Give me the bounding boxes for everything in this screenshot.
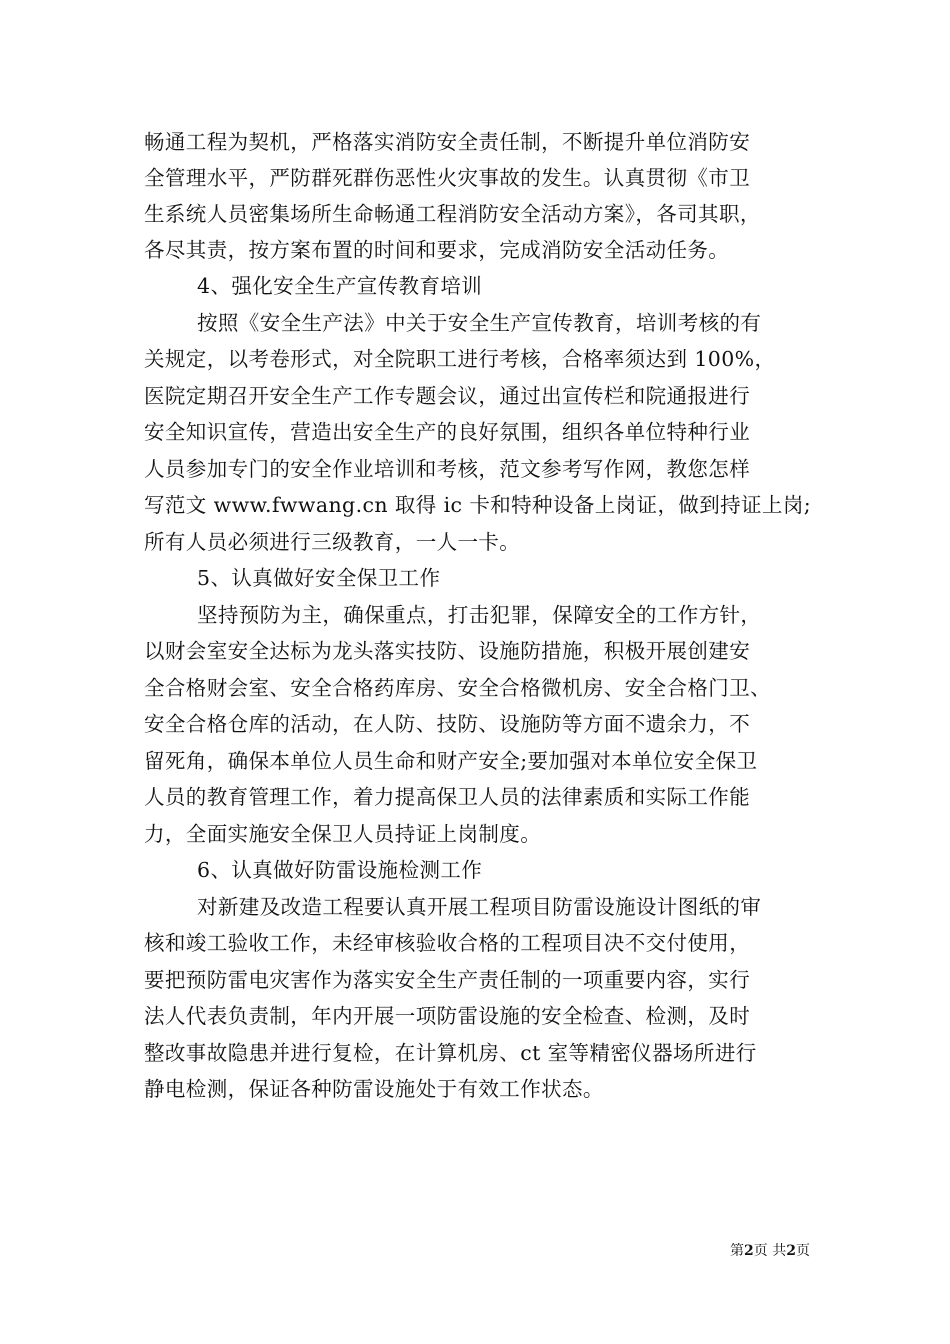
body-line: 全管理水平，严防群死群伤恶性火灾事故的发生。认真贯彻《市卫: [144, 166, 751, 190]
body-line: 生系统人员密集场所生命畅通工程消防安全活动方案》，各司其职，: [144, 202, 761, 226]
body-line: 核和竣工验收工作，未经审核验收合格的工程项目决不交付使用，: [144, 931, 751, 955]
section-heading: 4、强化安全生产宣传教育培训: [197, 274, 483, 298]
page-footer: [730, 1241, 810, 1261]
body-line: 畅通工程为契机，严格落实消防安全责任制，不断提升单位消防安: [144, 130, 751, 154]
body-line: 对新建及改造工程要认真开展工程项目防雷设施设计图纸的审: [197, 895, 762, 919]
body-line: 全合格财会室、安全合格药库房、安全合格微机房、安全合格门卫、: [144, 676, 771, 700]
body-line: 法人代表负责制，年内开展一项防雷设施的安全检查、检测，及时: [144, 1004, 751, 1028]
section-heading: 6、认真做好防雷设施检测工作: [197, 858, 483, 882]
body-line: 留死角，确保本单位人员生命和财产安全;要加强对本单位安全保卫: [144, 749, 758, 773]
body-line: 要把预防雷电灾害作为落实安全生产责任制的一项重要内容，实行: [144, 968, 751, 992]
body-line: 各尽其责，按方案布置的时间和要求，完成消防安全活动任务。: [144, 238, 730, 262]
footer-prefix: 第: [730, 1243, 745, 1259]
body-line: 以财会室安全达标为龙头落实技防、设施防措施，积极开展创建安: [144, 639, 751, 663]
body-line: 静电检测，保证各种防雷设施处于有效工作状态。: [144, 1077, 604, 1101]
body-line: 医院定期召开安全生产工作专题会议，通过出宣传栏和院通报进行: [144, 384, 751, 408]
footer-middle: 页 共: [753, 1243, 787, 1259]
footer-suffix: 页: [796, 1243, 810, 1259]
body-line: 安全知识宣传，营造出安全生产的良好氛围，组织各单位特种行业: [144, 420, 751, 444]
body-line: 人员的教育管理工作，着力提高保卫人员的法律素质和实际工作能: [144, 785, 751, 809]
body-line: 按照《安全生产法》中关于安全生产宣传教育，培训考核的有: [197, 311, 762, 335]
footer-total-pages: 2: [786, 1243, 796, 1259]
body-line: 关规定，以考卷形式，对全院职工进行考核，合格率须达到 100%，: [144, 347, 776, 371]
body-line: 力，全面实施安全保卫人员持证上岗制度。: [144, 822, 542, 846]
body-line: 写范文 www.fwwang.cn 取得 ic 卡和特种设备上岗证，做到持证上岗;: [144, 493, 812, 517]
body-line: 所有人员必须进行三级教育，一人一卡。: [144, 530, 521, 554]
body-line: 人员参加专门的安全作业培训和考核，范文参考写作网，教您怎样: [144, 457, 751, 481]
body-line: 安全合格仓库的活动，在人防、技防、设施防等方面不遗余力，不: [144, 712, 751, 736]
footer-current-page: 2: [744, 1243, 754, 1259]
body-line: 整改事故隐患并进行复检，在计算机房、ct 室等精密仪器场所进行: [144, 1041, 757, 1065]
section-heading: 5、认真做好安全保卫工作: [197, 566, 441, 590]
body-line: 坚持预防为主，确保重点，打击犯罪，保障安全的工作方针，: [197, 603, 762, 627]
